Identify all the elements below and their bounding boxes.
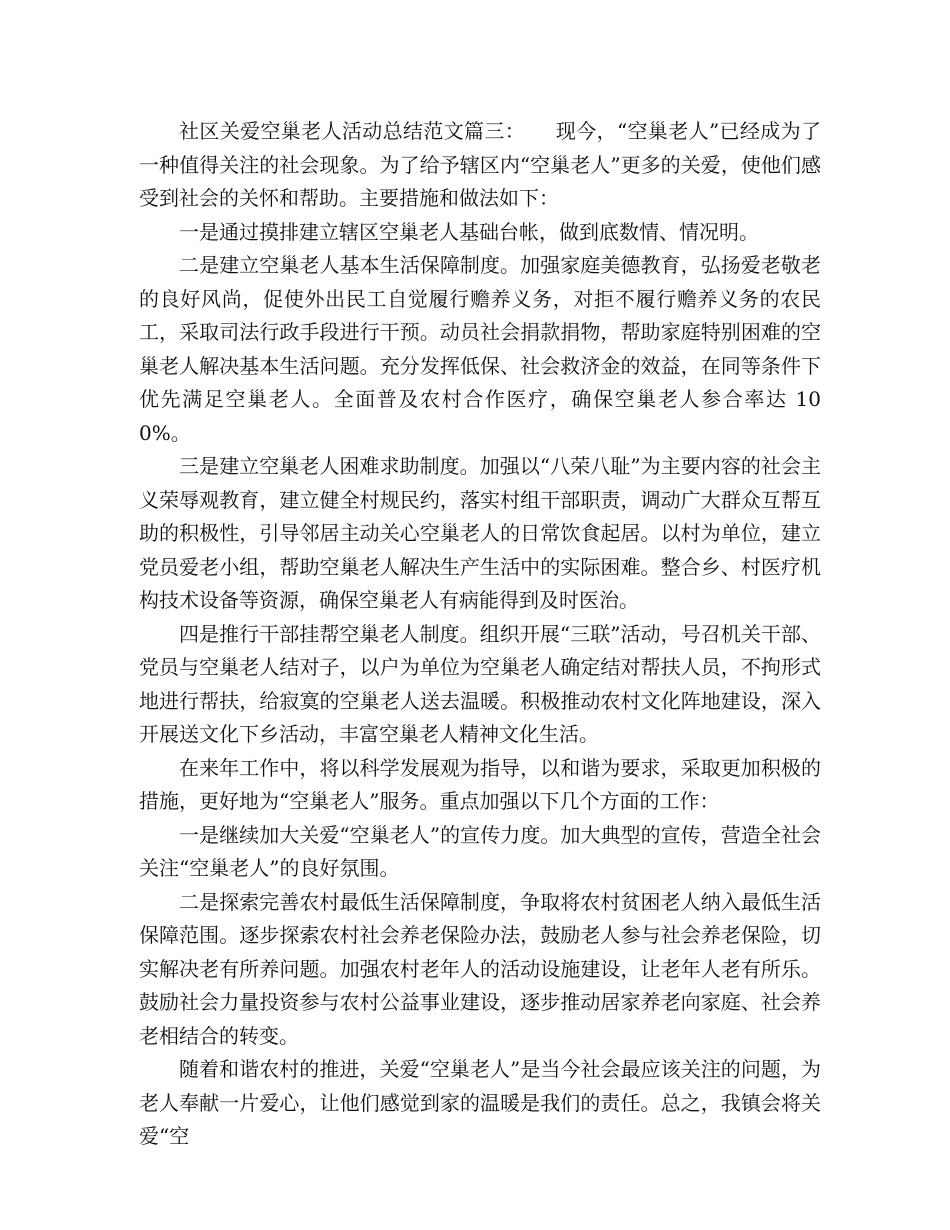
paragraph-measure-3: 三是建立空巢老人困难求助制度。加强以“八荣八耻”为主要内容的社会主义荣辱观教育，建立健全村规民约，落实村组干部职责，调动广大群众互帮互助的积极性，引导邻居主动关心空巢老人的日常饮食起居。以村为单位，建立党员爱老小组，帮助空巢老人解决生产生活中的实际困难。整合乡、村医疗机构技术设备等资源，确保空巢老人有病能得到及时医治。 [139,454,821,612]
paragraph-intro: 社区关爱空巢老人活动总结范文篇三： 现今，“空巢老人”已经成为了一种值得关注的社会现象。为了给予辖区内“空巢老人”更多的关爱，使他们感受到社会的关怀和帮助。主要措施和做法如下： [139,119,821,210]
paragraph-plan-1: 一是继续加大关爱“空巢老人”的宣传力度。加大典型的宣传，营造全社会关注“空巢老人”的良好氛围。 [139,822,821,880]
paragraph-plan-2: 二是探索完善农村最低生活保障制度，争取将农村贫困老人纳入最低生活保障范围。逐步探索农村社会养老保险办法，鼓励老人参与社会养老保险，切实解决老有所养问题。加强农村老年人的活动设施建设，让老年人老有所乐。鼓励社会力量投资参与农村公益事业建设，逐步推动居家养老向家庭、社会养老相结合的转变。 [139,889,821,1048]
document-body [139,115,821,1154]
paragraph-measure-4: 四是推行干部挂帮空巢老人制度。组织开展“三联”活动，号召机关干部、党员与空巢老人结对子，以户为单位为空巢老人确定结对帮扶人员，不拘形式地进行帮扶，给寂寞的空巢老人送去温暖。积极推动农村文化阵地建设，深入开展送文化下乡活动，丰富空巢老人精神文化生活。 [139,621,821,746]
paragraph-measure-2: 二是建立空巢老人基本生活保障制度。加强家庭美德教育，弘扬爱老敬老的良好风尚，促使外出民工自觉履行赡养义务，对拒不履行赡养义务的农民工，采取司法行政手段进行干预。动员社会捐款捐物，帮助家庭特别困难的空巢老人解决基本生活问题。充分发挥低保、社会救济金的效益，在同等条件下优先满足空巢老人。全面普及农村合作医疗，确保空巢老人参合率达 100%。 [139,253,821,445]
paragraph-conclusion: 随着和谐农村的推进，关爱“空巢老人”是当今社会最应该关注的问题，为老人奉献一片爱心，让他们感觉到家的温暖是我们的责任。总之，我镇会将关爱“空 [139,1057,821,1148]
paragraph-measure-1: 一是通过摸排建立辖区空巢老人基础台帐，做到底数情、情况明。 [179,219,759,244]
paragraph-next-year: 在来年工作中，将以科学发展观为指导，以和谐为要求，采取更加积极的措施，更好地为“空巢老人”服务。重点加强以下几个方面的工作： [139,755,821,813]
